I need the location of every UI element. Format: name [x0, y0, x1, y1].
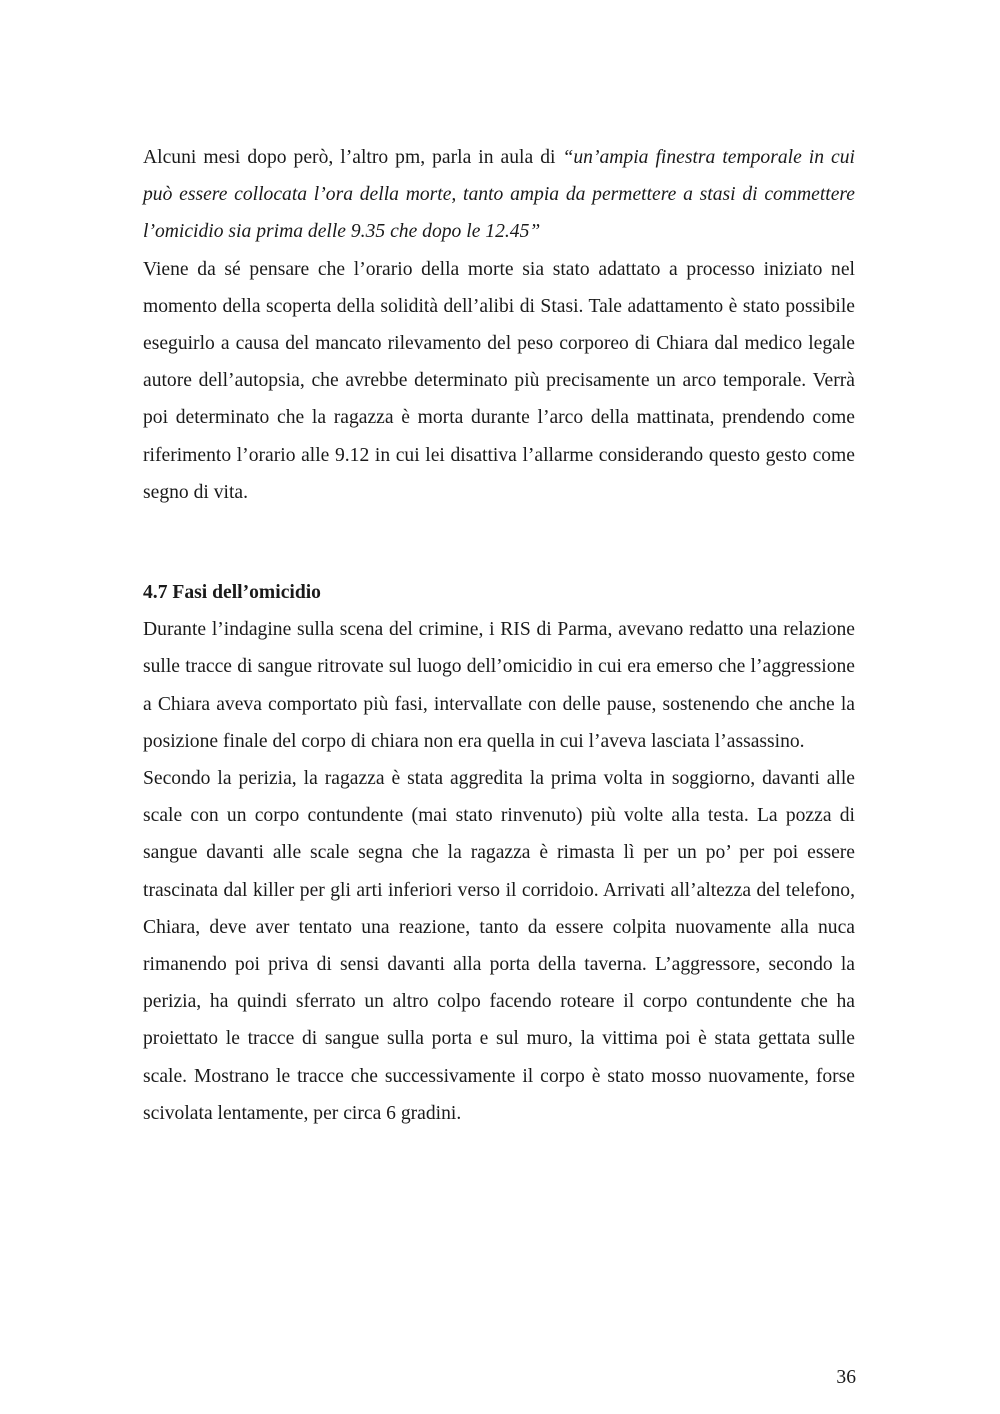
section-heading: 4.7 Fasi dell’omicidio [143, 582, 321, 603]
upper-text-block [143, 139, 855, 511]
paragraph-perizia-details: Secondo la perizia, la ragazza è stata aggredita la prima volta in soggiorno, davanti alle scale con un corpo contundente (mai stato rinvenuto) più volte alla testa. La pozza di sangue davanti alle scale segna che la ragazza è rimasta lì per un po’ per poi essere trascinata dal killer per gli arti inferiori verso il corridoio. Arrivati all’altezza del telefono, Chiara, deve aver tentato una reazione, tanto da essere colpita nuovamente alla nuca rimanendo poi priva di sensi davanti alla porta della taverna. L’aggressore, secondo la perizia, ha quindi sferrato un altro colpo facendo roteare il corpo contundente che ha proiettato le tracce di sangue sulla porta e sul muro, la vittima poi è stata gettata sulle scale. Mostrano le tracce che successivamente il corpo è stato mosso nuovamente, forse scivolata lentamente, per circa 6 gradini. [143, 768, 855, 1124]
section-fasi-omicidio [143, 574, 855, 1132]
paragraph-ris-report: Durante l’indagine sulla scena del crimine, i RIS di Parma, avevano redatto una relazione sulle tracce di sangue ritrovate sul luogo dell’omicidio in cui era emerso che l’aggressione a Chiara aveva comportato più fasi, intervallate con delle pause, sostenendo che anche la posizione finale del corpo di chiara non era quella in cui l’aveva lasciata l’assassino. [143, 619, 855, 752]
paragraph-quote-intro [143, 139, 855, 251]
quoted-statement: “un’ampia finestra temporale in cui può essere collocata l’ora della morte, tanto ampia da permettere a stasi di commettere l’omicidio sia prima delle 9.35 che dopo le 12.45” [143, 147, 855, 243]
paragraph-lead-text: Alcuni mesi dopo però, l’altro pm, parla in aula di [143, 147, 563, 168]
page-number: 36 [836, 1367, 856, 1388]
paragraph-death-time-analysis: Viene da sé pensare che l’orario della morte sia stato adattato a processo iniziato nel momento della scoperta della solidità dell’alibi di Stasi. Tale adattamento è stato possibile eseguirlo a causa del mancato rilevamento del peso corporeo di Chiara dal medico legale autore dell’autopsia, che avrebbe determinato più precisamente un arco temporale. Verrà poi determinato che la ragazza è morta durante l’arco della mattinata, prendendo come riferimento l’orario alle 9.12 in cui lei disattiva l’allarme considerando questo gesto come segno di vita. [143, 258, 855, 503]
